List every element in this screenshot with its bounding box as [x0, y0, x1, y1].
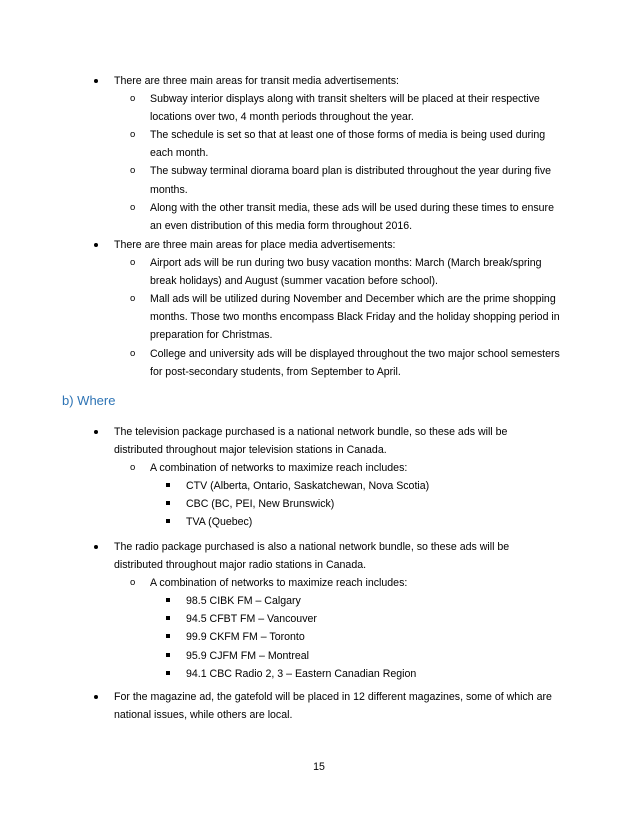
place-sub-item: o Mall ads will be utilized during November and December which are the prime shopping months. Those two months encompass Black Friday and the holiday shopping period in preparation for Christmas. [0, 290, 563, 344]
radio-station-item: 95.9 CJFM FM – Montreal [0, 647, 486, 665]
transit-sub-item: o Along with the other transit media, these ads will be used during these times to ensure an even distribution of this media form throughout 2016. [0, 199, 563, 235]
transit-bullet [0, 72, 554, 235]
place-sub-item: o Airport ads will be run during two busy vacation months: March (March break/spring break holidays) and August (summer vacation before school). [0, 254, 563, 290]
tv-sub-item [0, 459, 563, 531]
section-heading-where: b) Where [62, 393, 116, 408]
radio-station-item: 98.5 CIBK FM – Calgary [0, 592, 486, 610]
magazine-section [0, 688, 638, 724]
radio-sub-item [0, 574, 563, 683]
tv-network-item: TVA (Quebec) [0, 513, 486, 531]
radio-section [0, 538, 638, 683]
transit-section [0, 72, 638, 235]
transit-bullet-text: There are three main areas for transit media advertisements: [114, 75, 399, 87]
magazine-bullet-text: For the magazine ad, the gatefold will be placed in 12 different magazines, some of which are national issues, while others are local. [114, 691, 552, 722]
transit-sub-item: o The schedule is set so that at least one of those forms of media is being used during each month. [0, 126, 563, 162]
radio-station-item: 99.9 CKFM FM – Toronto [0, 628, 486, 646]
tv-network-item: CBC (BC, PEI, New Brunswick) [0, 495, 486, 513]
place-sub-item: o College and university ads will be displayed throughout the two major school semesters for post-secondary students, from September to April. [0, 345, 563, 381]
transit-sub-item: o The subway terminal diorama board plan is distributed throughout the year during five months. [0, 162, 563, 198]
radio-sub-text: A combination of networks to maximize reach includes: [150, 577, 408, 590]
transit-sub-item: o Subway interior displays along with transit shelters will be placed at their respective locations over two, 4 month periods throughout the year. [0, 90, 563, 126]
radio-station-item: 94.5 CFBT FM – Vancouver [0, 610, 486, 628]
tv-sub-text: A combination of networks to maximize reach includes: [150, 462, 408, 475]
place-bullet-text: There are three main areas for place media advertisements: [114, 239, 396, 251]
radio-bullet [0, 538, 554, 683]
magazine-bullet [0, 688, 554, 724]
page-number: 15 [313, 761, 325, 773]
place-bullet [0, 236, 560, 381]
place-section [0, 236, 638, 381]
radio-bullet-text: The radio package purchased is also a national network bundle, so these ads will be distributed throughout major radio stations in Canada. [114, 541, 510, 572]
tv-bullet [0, 423, 554, 532]
tv-network-item: CTV (Alberta, Ontario, Saskatchewan, Nova Scotia) [0, 477, 486, 495]
tv-bullet-text: The television package purchased is a national network bundle, so these ads will be distributed throughout major television stations in Canada. [114, 426, 508, 457]
radio-station-item: 94.1 CBC Radio 2, 3 – Eastern Canadian Region [0, 665, 486, 683]
tv-section [0, 423, 638, 532]
